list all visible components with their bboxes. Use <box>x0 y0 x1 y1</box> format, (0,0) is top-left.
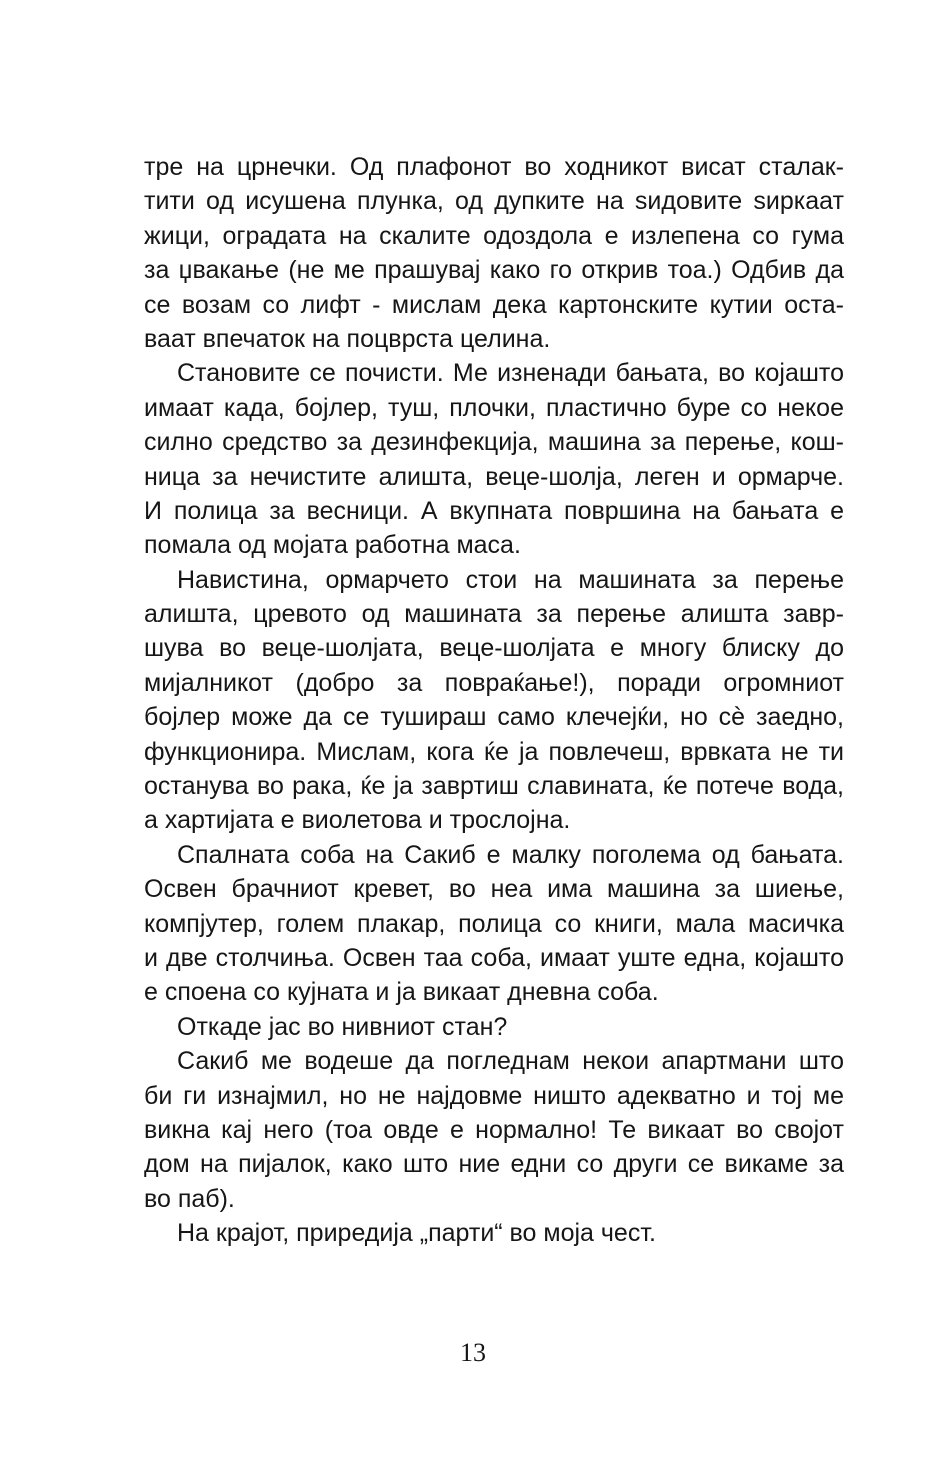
paragraph-4 <box>144 838 844 1010</box>
text-line: Навистина, ормарчето стои на машината за перење <box>177 565 844 594</box>
text-line: жици, оградата на скалите одоздола е излепена со гума <box>144 221 844 250</box>
text-line: тити од исушена плунка, од дупките на ѕидовите ѕиркаат <box>144 187 844 216</box>
text-line: Становите се почисти. Ме изненади бањата, во којашто <box>177 359 844 388</box>
text-line: за џвакање (не ме прашувај како го открив тоа.) Одбив да <box>144 256 844 285</box>
text-line: И полица за весници. А вкупната површина на бањата е <box>144 496 844 525</box>
paragraph-3 <box>144 563 844 838</box>
text-line: имаат када, бојлер, туш, плочки, пластично буре со некое <box>144 393 844 422</box>
text-line: би ги изнајмил, но не најдовме ништо адекватно и тој ме <box>144 1081 844 1110</box>
text-line: функционира. Мислам, кога ќе ја повлечеш, врвката не ти <box>144 737 844 766</box>
text-line: шува во веце-шолјата, веце-шолјата е многу блиску до <box>144 634 844 663</box>
paragraph-6 <box>144 1044 844 1216</box>
page-number: 13 <box>460 1338 486 1367</box>
text-line: компјутер, голем плакар, полица со книги, мала масичка <box>144 909 844 938</box>
text-line: викна кај него (тоа овде е нормално! Те викаат во својот <box>144 1115 844 1144</box>
text-line: ница за нечистите алишта, веце-шолја, леген и ормарче. <box>144 462 844 491</box>
text-line: силно средство за дезинфекција, машина за перење, кош- <box>144 428 844 457</box>
text-line: мијалникот (добро за повраќање!), поради огромниот <box>144 668 844 697</box>
text-line: Откаде јас во нивниот стан? <box>177 1012 508 1041</box>
text-line: и две столчиња. Освен таа соба, имаат уште една, којашто <box>144 943 844 972</box>
text-line: Спалната соба на Сакиб е малку поголема од бањата. <box>177 840 844 869</box>
text-line: ваат впечаток на поцврста целина. <box>144 324 551 353</box>
text-line: бојлер може да се тушираш само клечејќи, но сѐ заедно, <box>144 703 844 732</box>
text-line: тре на црнечки. Од плафонот во ходникот висат сталак- <box>144 153 844 181</box>
paragraph-2 <box>144 356 844 562</box>
text-line: се возам со лифт - мислам дека картонските кутии оста- <box>144 290 844 319</box>
text-line: е споена со кујната и ја викаат дневна соба. <box>144 978 659 1007</box>
paragraph-5 <box>144 1010 844 1044</box>
text-line: На крајот, приредија „парти“ во моја чест. <box>177 1219 656 1248</box>
text-line: дом на пијалок, како што ние едни со други се викаме за <box>144 1150 844 1179</box>
paragraph-1 <box>144 150 844 356</box>
paragraph-7 <box>144 1216 844 1250</box>
text-line: помала од мојата работна маса. <box>144 531 521 560</box>
text-line: а хартијата е виолетова и трослојна. <box>144 806 571 835</box>
text-line: алишта, цревото од машината за перење алишта завр- <box>144 600 844 629</box>
text-line: Сакиб ме водеше да погледнам некои апартмани што <box>177 1047 844 1076</box>
body-text <box>144 150 844 1251</box>
text-line: Освен брачниот кревет, во неа има машина за шиење, <box>144 875 844 904</box>
text-line: во паб). <box>144 1184 235 1213</box>
text-line: останува во рака, ќе ја завртиш славината, ќе потече вода, <box>144 772 844 801</box>
